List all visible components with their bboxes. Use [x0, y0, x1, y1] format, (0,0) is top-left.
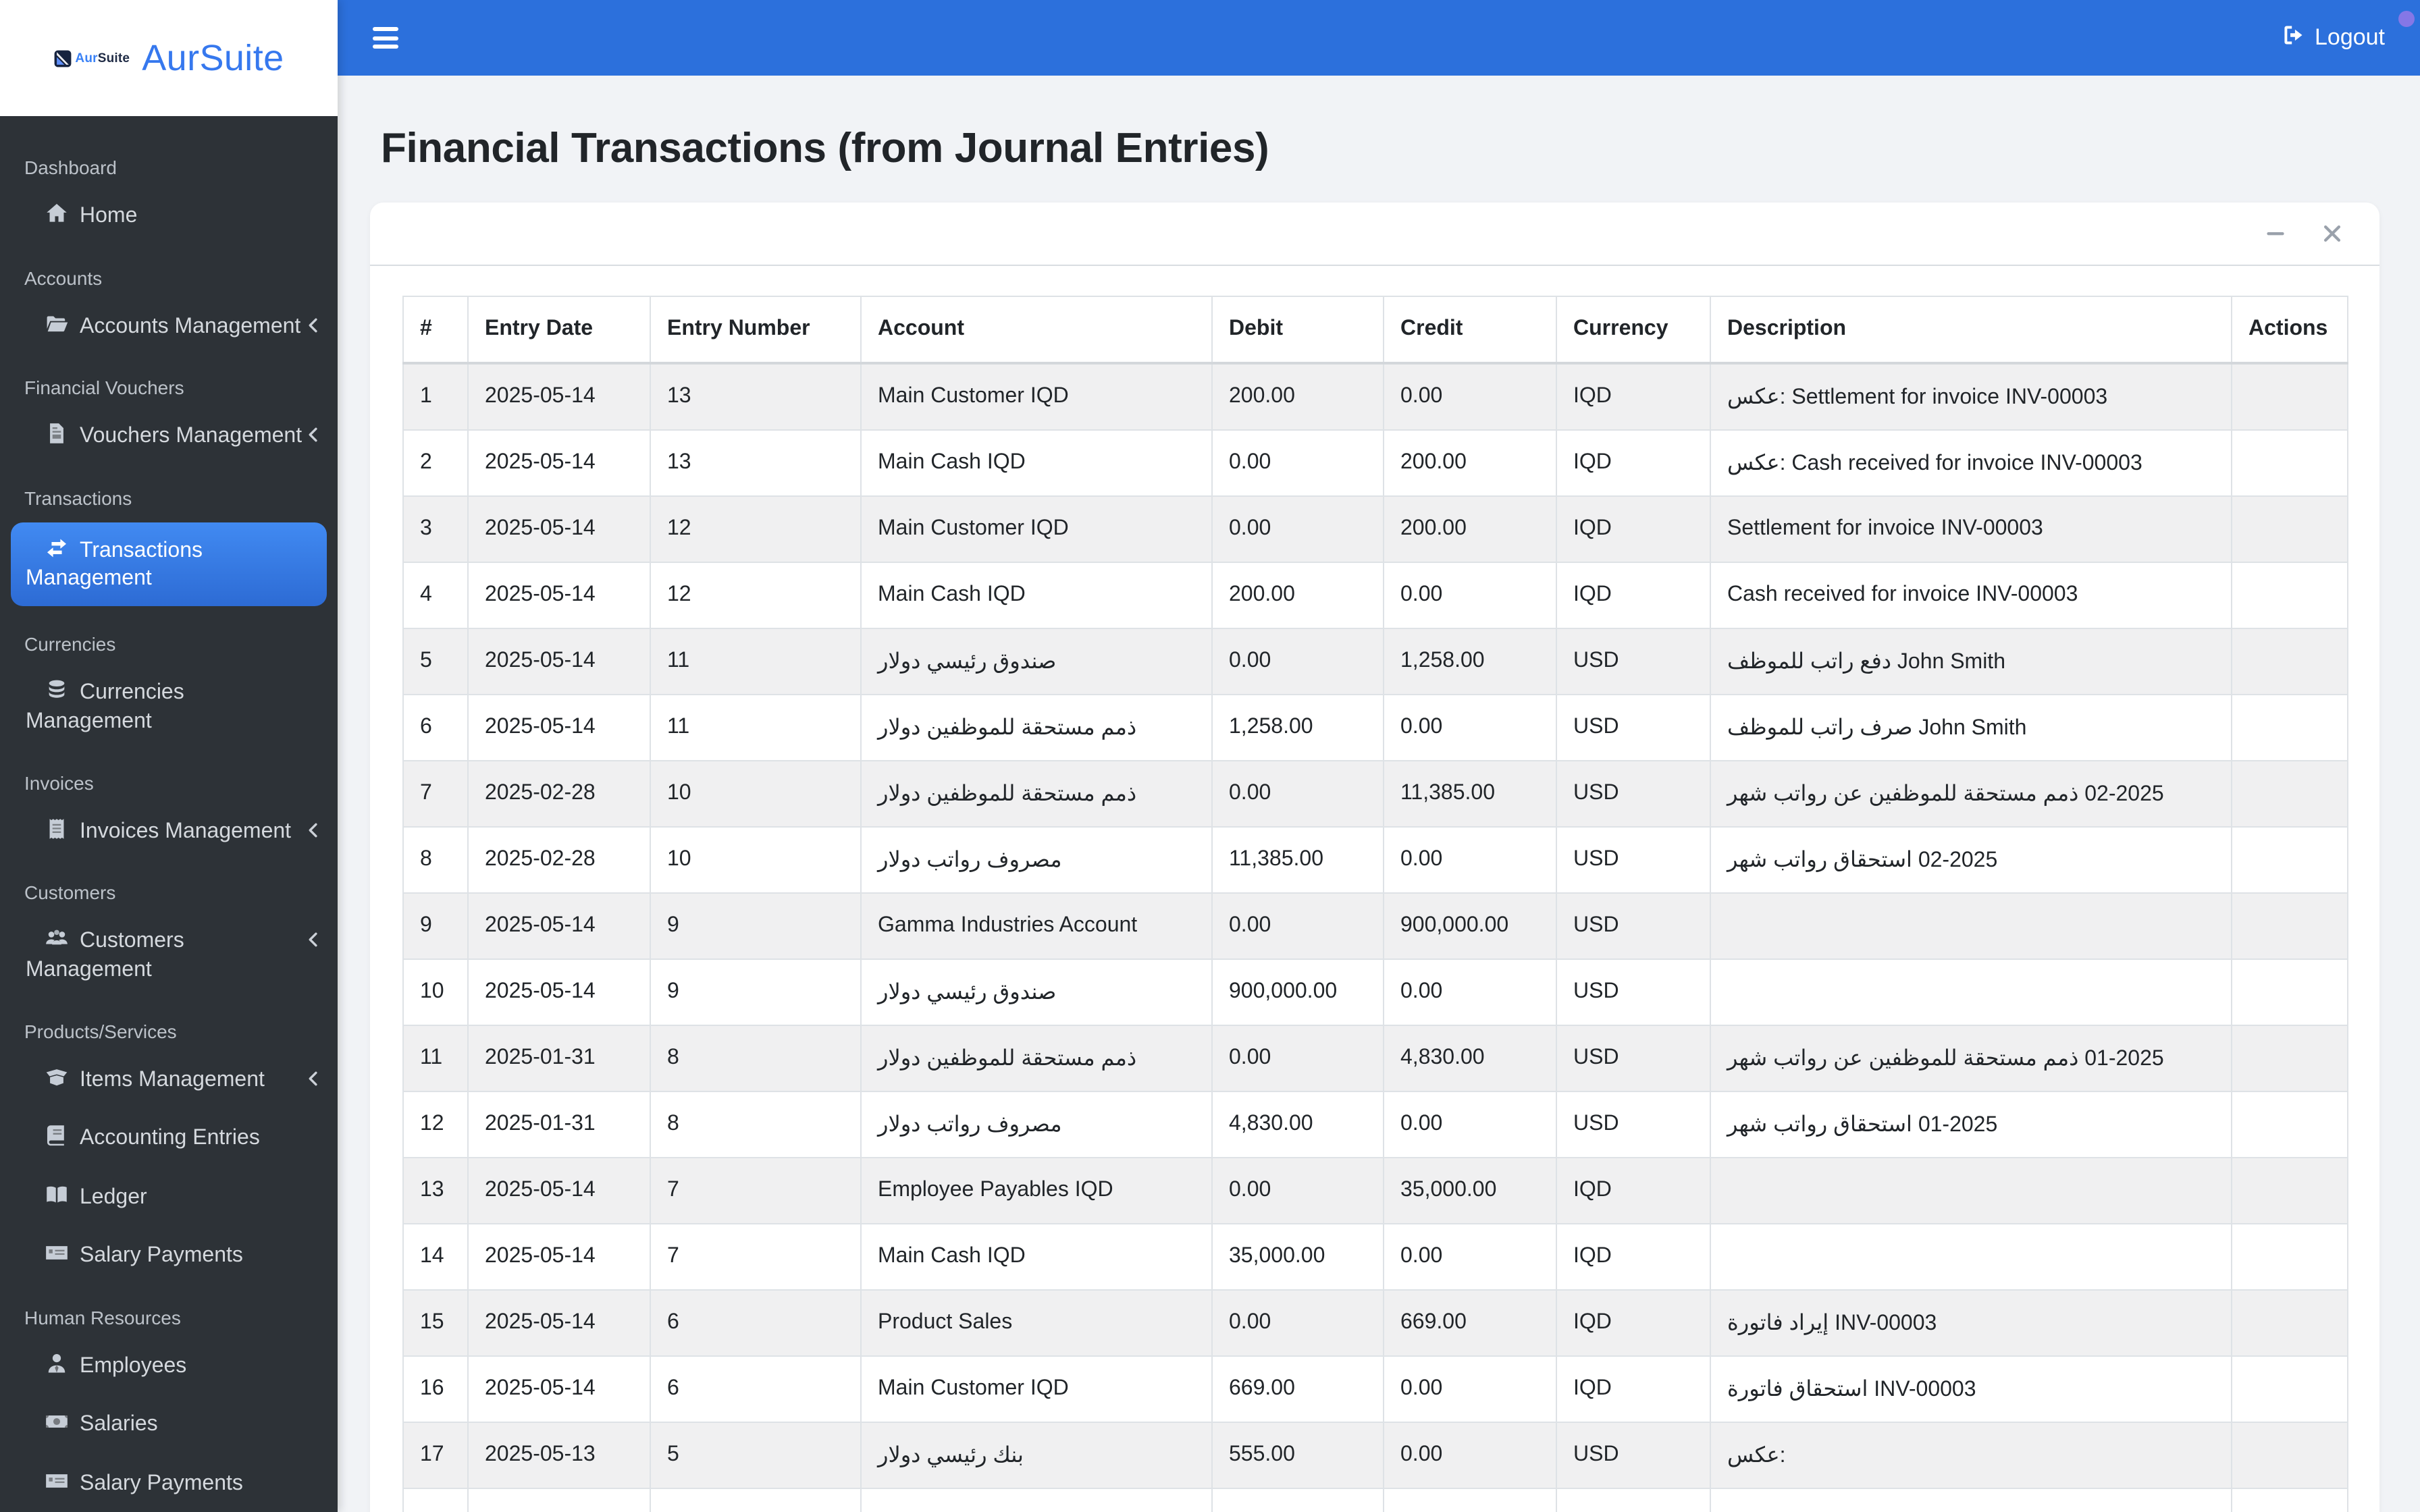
currency-cell: USD: [1556, 1422, 1710, 1488]
chevron-left-icon: [304, 929, 323, 948]
entry-date-cell: 2025-05-14: [468, 628, 650, 695]
entry-number-cell: 8: [650, 1091, 861, 1158]
home-icon: [45, 201, 70, 224]
actions-cell: [2232, 1025, 2348, 1091]
card-body: [370, 266, 2379, 1512]
table-row: [403, 1158, 2348, 1224]
money-bill-icon: [45, 1409, 70, 1432]
currency-cell: IQD: [1556, 496, 1710, 562]
sidebar-section-human-resources: Human Resources: [24, 1306, 181, 1328]
table-header-row: [403, 296, 2348, 363]
book-open-icon: [45, 1182, 70, 1205]
actions-cell: [2232, 1290, 2348, 1356]
table-row: [403, 959, 2348, 1025]
actions-cell: [2232, 827, 2348, 893]
table-row: [403, 363, 2348, 430]
row-number-cell: 16: [403, 1356, 468, 1422]
sidebar-item-label: Accounting Entries: [80, 1127, 260, 1150]
sidebar-section-accounts: Accounts: [24, 267, 103, 288]
actions-cell: [2232, 1488, 2348, 1512]
sidebar-item-label: Salary Payments: [80, 1244, 243, 1267]
row-number-cell: 10: [403, 959, 468, 1025]
debit-cell: [1212, 1488, 1384, 1512]
credit-cell: 0.00: [1384, 1422, 1556, 1488]
currency-cell: IQD: [1556, 562, 1710, 628]
chevron-left-icon: [304, 314, 323, 333]
actions-cell: [2232, 628, 2348, 695]
entry-date-cell: 2025-05-13: [468, 1422, 650, 1488]
entry-number-cell: 8: [650, 1025, 861, 1091]
column-header-debit: Debit: [1212, 296, 1384, 363]
row-number-cell: 1: [403, 363, 468, 430]
currency-cell: USD: [1556, 893, 1710, 959]
minimize-icon[interactable]: [2263, 221, 2288, 246]
currency-cell: IQD: [1556, 430, 1710, 496]
column-header-row-number: #: [403, 296, 468, 363]
app-logo-icon: [53, 49, 71, 67]
credit-cell: 4,830.00: [1384, 1025, 1556, 1091]
credit-cell: 200.00: [1384, 496, 1556, 562]
sidebar-item-transactions-management[interactable]: [11, 522, 327, 606]
credit-cell: 0.00: [1384, 363, 1556, 430]
money-check-icon: [45, 1241, 70, 1264]
description-cell: Cash received for invoice INV-00003: [1710, 562, 2232, 628]
description-cell: [1710, 1224, 2232, 1290]
description-cell: [1710, 1158, 2232, 1224]
debit-cell: 900,000.00: [1212, 959, 1384, 1025]
sidebar-item-items-management[interactable]: [0, 1050, 338, 1108]
credit-cell: 0.00: [1384, 695, 1556, 761]
table-row: [403, 430, 2348, 496]
description-cell: إيراد فاتورة INV-00003: [1710, 1290, 2232, 1356]
account-cell: صندوق رئيسي دولار: [861, 628, 1212, 695]
app-logo-wordmark: AurSuite: [75, 51, 130, 65]
column-header-description: Description: [1710, 296, 2232, 363]
account-cell: ذمم مستحقة للموظفين دولار: [861, 1025, 1212, 1091]
sidebar-item-currencies-management[interactable]: [0, 663, 338, 750]
currency-cell: IQD: [1556, 1158, 1710, 1224]
row-number-cell: 17: [403, 1422, 468, 1488]
currency-cell: USD: [1556, 695, 1710, 761]
entry-number-cell: 13: [650, 430, 861, 496]
entry-number-cell: 5: [650, 1422, 861, 1488]
actions-cell: [2232, 761, 2348, 827]
transactions-card: [370, 202, 2379, 1512]
debit-cell: 11,385.00: [1212, 827, 1384, 893]
chevron-left-icon: [304, 424, 323, 443]
sidebar-item-label: Currencies Management: [26, 681, 184, 732]
table-row: [403, 1224, 2348, 1290]
sidebar-item-label: Salaries: [80, 1413, 158, 1436]
sidebar-section-transactions: Transactions: [24, 487, 132, 508]
row-number-cell: 11: [403, 1025, 468, 1091]
description-cell: [1710, 893, 2232, 959]
sidebar-item-label: Salary Payments: [80, 1472, 243, 1494]
credit-cell: 11,385.00: [1384, 761, 1556, 827]
card-header: [370, 202, 2379, 266]
actions-cell: [2232, 695, 2348, 761]
table-row: [403, 761, 2348, 827]
entry-date-cell: 2025-01-31: [468, 1091, 650, 1158]
sidebar-section-customers: Customers: [24, 882, 116, 903]
table-row: [403, 1356, 2348, 1422]
credit-cell: 200.00: [1384, 430, 1556, 496]
table-row: [403, 1422, 2348, 1488]
entry-number-cell: 6: [650, 1290, 861, 1356]
entry-date-cell: 2025-02-28: [468, 827, 650, 893]
credit-cell: 0.00: [1384, 959, 1556, 1025]
row-number-cell: 3: [403, 496, 468, 562]
row-number-cell: 7: [403, 761, 468, 827]
sidebar-item-vouchers-management[interactable]: [0, 406, 338, 465]
sidebar-item-salary-payments[interactable]: [0, 1453, 338, 1512]
row-number-cell: 8: [403, 827, 468, 893]
actions-cell: [2232, 893, 2348, 959]
sidebar-nav: [0, 116, 338, 1512]
sidebar-item-ledger[interactable]: [0, 1167, 338, 1226]
column-header-entry-number: Entry Number: [650, 296, 861, 363]
sidebar-item-label: Employees: [80, 1354, 187, 1377]
actions-cell: [2232, 959, 2348, 1025]
currency-cell: IQD: [1556, 1224, 1710, 1290]
row-number-cell: 15: [403, 1290, 468, 1356]
sidebar-section-currencies: Currencies: [24, 633, 116, 655]
actions-cell: [2232, 1224, 2348, 1290]
description-cell: عكس:: [1710, 1422, 2232, 1488]
debit-cell: 200.00: [1212, 363, 1384, 430]
entry-date-cell: 2025-05-14: [468, 695, 650, 761]
credit-cell: 0.00: [1384, 827, 1556, 893]
description-cell: Settlement for invoice INV-00003: [1710, 496, 2232, 562]
currency-cell: USD: [1556, 1025, 1710, 1091]
entry-date-cell: [468, 1488, 650, 1512]
table-row: [403, 1290, 2348, 1356]
account-cell: ذمم مستحقة للموظفين دولار: [861, 695, 1212, 761]
table-row: [403, 628, 2348, 695]
column-header-account: Account: [861, 296, 1212, 363]
entry-date-cell: 2025-05-14: [468, 496, 650, 562]
debit-cell: 0.00: [1212, 761, 1384, 827]
table-row: [403, 893, 2348, 959]
actions-cell: [2232, 363, 2348, 430]
actions-cell: [2232, 1422, 2348, 1488]
description-cell: [1710, 1488, 2232, 1512]
account-cell: Main Cash IQD: [861, 430, 1212, 496]
sidebar-item-accounting-entries[interactable]: [0, 1108, 338, 1167]
table-row: [403, 496, 2348, 562]
column-header-credit: Credit: [1384, 296, 1556, 363]
receipt-icon: [45, 816, 70, 839]
folder-open-icon: [45, 311, 70, 334]
file-invoice-icon: [45, 421, 70, 444]
debit-cell: 0.00: [1212, 496, 1384, 562]
account-cell: مصروف رواتب دولار: [861, 827, 1212, 893]
debit-cell: 0.00: [1212, 1158, 1384, 1224]
logout-label: Logout: [2315, 24, 2385, 50]
description-cell: صرف راتب للموظف John Smith: [1710, 695, 2232, 761]
currency-cell: [1556, 1488, 1710, 1512]
account-cell: Main Cash IQD: [861, 1224, 1212, 1290]
credit-cell: [1384, 1488, 1556, 1512]
debit-cell: 0.00: [1212, 1290, 1384, 1356]
description-cell: ذمم مستحقة للموظفين عن رواتب شهر 01-2025: [1710, 1025, 2232, 1091]
sidebar-item-salaries[interactable]: [0, 1395, 338, 1453]
table-row: [403, 695, 2348, 761]
account-cell: Main Customer IQD: [861, 363, 1212, 430]
account-cell: ذمم مستحقة للموظفين دولار: [861, 761, 1212, 827]
account-cell: صندوق رئيسي دولار: [861, 959, 1212, 1025]
debit-cell: 4,830.00: [1212, 1091, 1384, 1158]
entry-date-cell: 2025-05-14: [468, 1224, 650, 1290]
debit-cell: 0.00: [1212, 1025, 1384, 1091]
book-icon: [45, 1123, 70, 1146]
table-row: [403, 1025, 2348, 1091]
entry-number-cell: 7: [650, 1224, 861, 1290]
account-cell: Gamma Industries Account: [861, 893, 1212, 959]
sidebar-item-label: Vouchers Management: [80, 425, 302, 448]
entry-number-cell: 11: [650, 628, 861, 695]
account-cell: Employee Payables IQD: [861, 1158, 1212, 1224]
entry-date-cell: 2025-02-28: [468, 761, 650, 827]
credit-cell: 0.00: [1384, 1224, 1556, 1290]
credit-cell: 0.00: [1384, 1356, 1556, 1422]
currency-cell: USD: [1556, 1091, 1710, 1158]
sidebar-item-label: Invoices Management: [80, 819, 292, 842]
account-cell: Main Customer IQD: [861, 1356, 1212, 1422]
sidebar-item-label: Transactions Management: [26, 539, 203, 590]
description-cell: استحقاق رواتب شهر 01-2025: [1710, 1091, 2232, 1158]
exchange-icon: [45, 535, 70, 558]
account-cell: [861, 1488, 1212, 1512]
row-number-cell: 9: [403, 893, 468, 959]
sidebar-section-products-services: Products/Services: [24, 1020, 177, 1042]
entry-date-cell: 2025-05-14: [468, 893, 650, 959]
entry-date-cell: 2025-05-14: [468, 959, 650, 1025]
row-number-cell: 14: [403, 1224, 468, 1290]
account-cell: بنك رئيسي دولار: [861, 1422, 1212, 1488]
column-header-currency: Currency: [1556, 296, 1710, 363]
sidebar-item-label: Accounts Management: [80, 315, 301, 338]
entry-number-cell: 6: [650, 1356, 861, 1422]
table-row: [403, 562, 2348, 628]
app-logo: [0, 0, 338, 116]
coins-icon: [45, 678, 70, 701]
currency-cell: IQD: [1556, 1290, 1710, 1356]
credit-cell: 0.00: [1384, 1091, 1556, 1158]
debit-cell: 555.00: [1212, 1422, 1384, 1488]
description-cell: عكس: Cash received for invoice INV-00003: [1710, 430, 2232, 496]
description-cell: ذمم مستحقة للموظفين عن رواتب شهر 02-2025: [1710, 761, 2232, 827]
entry-number-cell: 11: [650, 695, 861, 761]
credit-cell: 1,258.00: [1384, 628, 1556, 695]
sidebar-item-salary-payments[interactable]: [0, 1226, 338, 1285]
user-tie-icon: [45, 1351, 70, 1374]
entry-number-cell: 12: [650, 562, 861, 628]
sidebar-item-employees[interactable]: [0, 1336, 338, 1395]
entry-date-cell: 2025-05-14: [468, 430, 650, 496]
chevron-left-icon: [304, 819, 323, 838]
debit-cell: 35,000.00: [1212, 1224, 1384, 1290]
account-cell: Main Cash IQD: [861, 562, 1212, 628]
entry-number-cell: 7: [650, 1158, 861, 1224]
entry-date-cell: 2025-01-31: [468, 1025, 650, 1091]
transactions-table: [402, 296, 2348, 1512]
credit-cell: 669.00: [1384, 1290, 1556, 1356]
description-cell: دفع راتب للموظف John Smith: [1710, 628, 2232, 695]
entry-number-cell: [650, 1488, 861, 1512]
credit-cell: 0.00: [1384, 562, 1556, 628]
users-icon: [45, 926, 70, 949]
description-cell: [1710, 959, 2232, 1025]
debit-cell: 669.00: [1212, 1356, 1384, 1422]
entry-number-cell: 12: [650, 496, 861, 562]
currency-cell: IQD: [1556, 363, 1710, 430]
currency-cell: USD: [1556, 628, 1710, 695]
sidebar-item-customers-management[interactable]: [0, 911, 338, 998]
currency-cell: USD: [1556, 761, 1710, 827]
sidebar-item-label: Items Management: [80, 1068, 265, 1091]
sidebar-item-invoices-management[interactable]: [0, 801, 338, 860]
actions-cell: [2232, 1158, 2348, 1224]
account-cell: مصروف رواتب دولار: [861, 1091, 1212, 1158]
sidebar-section-invoices: Invoices: [24, 772, 94, 793]
entry-date-cell: 2025-05-14: [468, 363, 650, 430]
row-number-cell: 12: [403, 1091, 468, 1158]
column-header-entry-date: Entry Date: [468, 296, 650, 363]
table-row: [403, 1091, 2348, 1158]
actions-cell: [2232, 430, 2348, 496]
app-logo-mark: [53, 49, 130, 67]
sidebar-item-accounts-management[interactable]: [0, 296, 338, 355]
table-row: [403, 1488, 2348, 1512]
debit-cell: 1,258.00: [1212, 695, 1384, 761]
debit-cell: 0.00: [1212, 893, 1384, 959]
credit-cell: 900,000.00: [1384, 893, 1556, 959]
table-row: [403, 827, 2348, 893]
sidebar-section-dashboard: Dashboard: [24, 157, 117, 178]
entry-date-cell: 2025-05-14: [468, 1356, 650, 1422]
sidebar: [0, 0, 338, 1512]
entry-date-cell: 2025-05-14: [468, 1290, 650, 1356]
actions-cell: [2232, 562, 2348, 628]
currency-cell: USD: [1556, 959, 1710, 1025]
sidebar-item-home[interactable]: [0, 186, 338, 245]
credit-cell: 35,000.00: [1384, 1158, 1556, 1224]
main-content: [338, 76, 2420, 1512]
description-cell: استحقاق فاتورة INV-00003: [1710, 1356, 2232, 1422]
logout-button[interactable]: [2281, 22, 2385, 53]
page-title: Financial Transactions (from Journal Entries): [381, 124, 1269, 171]
debit-cell: 200.00: [1212, 562, 1384, 628]
sidebar-item-label: Home: [80, 205, 138, 227]
row-number-cell: 5: [403, 628, 468, 695]
row-number-cell: 6: [403, 695, 468, 761]
status-dot: [2398, 11, 2415, 27]
row-number-cell: 2: [403, 430, 468, 496]
app-title: AurSuite: [142, 37, 284, 78]
actions-cell: [2232, 1091, 2348, 1158]
entry-date-cell: 2025-05-14: [468, 1158, 650, 1224]
entry-number-cell: 9: [650, 959, 861, 1025]
debit-cell: 0.00: [1212, 628, 1384, 695]
entry-date-cell: 2025-05-14: [468, 562, 650, 628]
actions-cell: [2232, 1356, 2348, 1422]
sign-out-icon: [2281, 22, 2305, 53]
sidebar-item-label: Ledger: [80, 1185, 147, 1208]
actions-cell: [2232, 496, 2348, 562]
column-header-actions: Actions: [2232, 296, 2348, 363]
entry-number-cell: 10: [650, 761, 861, 827]
row-number-cell: 4: [403, 562, 468, 628]
row-number-cell: 13: [403, 1158, 468, 1224]
chevron-left-icon: [304, 1067, 323, 1086]
account-cell: Main Customer IQD: [861, 496, 1212, 562]
account-cell: Product Sales: [861, 1290, 1212, 1356]
money-check-icon: [45, 1468, 70, 1491]
currency-cell: IQD: [1556, 1356, 1710, 1422]
entry-number-cell: 10: [650, 827, 861, 893]
row-number-cell: [403, 1488, 468, 1512]
hamburger-icon[interactable]: [373, 24, 405, 51]
close-icon[interactable]: [2320, 221, 2344, 246]
topbar: [338, 0, 2420, 76]
description-cell: استحقاق رواتب شهر 02-2025: [1710, 827, 2232, 893]
description-cell: عكس: Settlement for invoice INV-00003: [1710, 363, 2232, 430]
entry-number-cell: 13: [650, 363, 861, 430]
currency-cell: USD: [1556, 827, 1710, 893]
sidebar-section-financial-vouchers: Financial Vouchers: [24, 377, 184, 398]
debit-cell: 0.00: [1212, 430, 1384, 496]
sidebar-item-label: Customers Management: [26, 929, 184, 981]
entry-number-cell: 9: [650, 893, 861, 959]
box-icon: [45, 1064, 70, 1087]
